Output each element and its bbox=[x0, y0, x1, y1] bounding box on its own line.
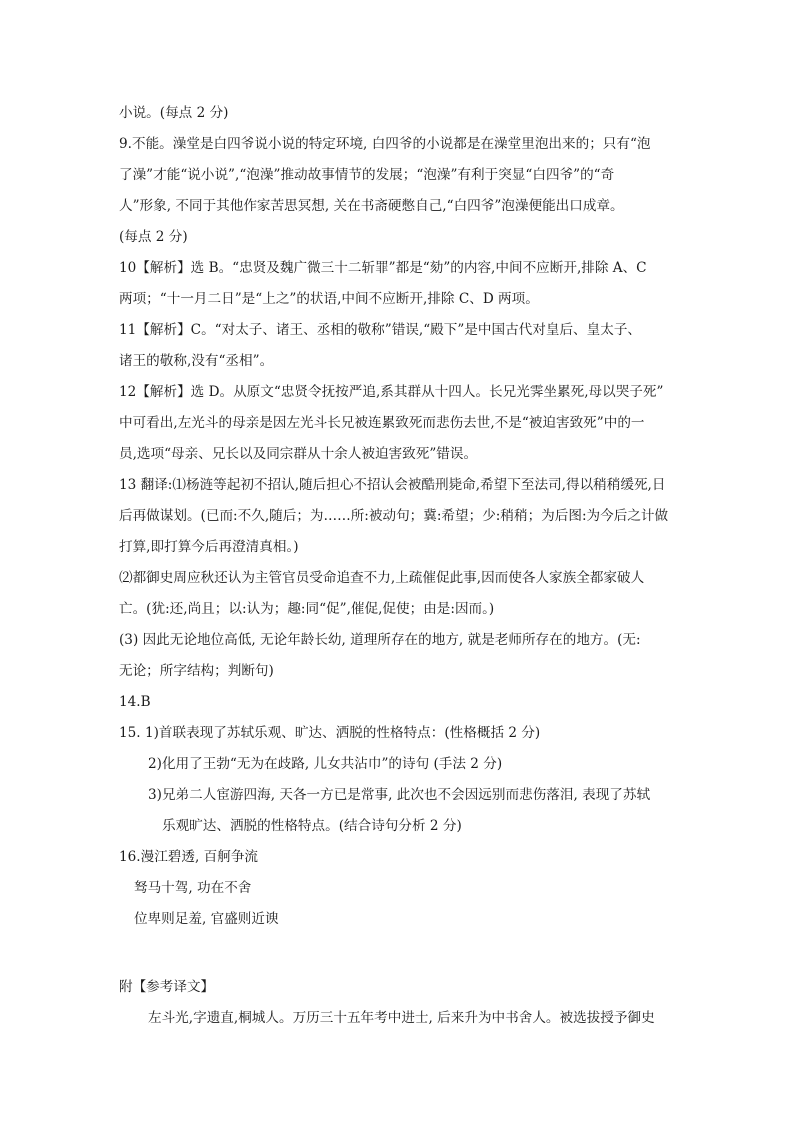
text-line: 位卑则足羞, 官盛则近谀 bbox=[134, 911, 279, 927]
text-line: 12【解析】选 D。从原文“忠贤令抚按严追,系其群从十四人。长兄光霁坐累死,母以哭子死” bbox=[119, 384, 664, 400]
text-line: 2)化用了王勃“无为在歧路, 儿女共沾巾”的诗句 (手法 2 分) bbox=[148, 756, 503, 772]
text-line: 员,选项“母亲、兄长以及同宗群从十余人被迫害致死”错误。 bbox=[119, 446, 478, 462]
text-line: 11【解析】C。“对太子、诸王、丞相的敬称”错误,“殿下”是中国古代对皇后、皇太子、 bbox=[119, 322, 642, 338]
text-line: 打算,即打算今后再澄清真相。) bbox=[119, 539, 299, 555]
text-line: 13 翻译:⑴杨涟等起初不招认,随后担心不招认会被酷刑毙命,希望下至法司,得以稍稍缓死,日 bbox=[119, 477, 666, 493]
text-line: 亡。(犹:还,尚且；以:认为；趣:同“促”,催促,促使；由是:因而。) bbox=[119, 601, 495, 617]
text-line: (3) 因此无论地位高低, 无论年龄长幼, 道理所存在的地方, 就是老师所存在的地方。(无: bbox=[119, 632, 641, 648]
text-line: 驽马十驾, 功在不舍 bbox=[134, 880, 252, 896]
text-line: ⑵都御史周应秋还认为主管官员受命追查不力,上疏催促此事,因而使各人家族全都家破人 bbox=[119, 570, 645, 586]
text-line: 3)兄弟二人宦游四海, 天各一方已是常事, 此次也不会因远别而悲伤落泪, 表现了苏轼 bbox=[148, 787, 651, 803]
text-line: 了澡”才能“说小说”,“泡澡”推动故事情节的发展；“泡澡”有利于突显“白四爷”的“奇 bbox=[119, 167, 615, 183]
text-line: 人”形象, 不同于其他作家苦思冥想, 关在书斋硬憋自己,“白四爷”泡澡便能出口成章。 bbox=[119, 198, 624, 214]
text-line: 诸王的敬称,没有“丞相”。 bbox=[119, 353, 274, 369]
text-line: 15. 1)首联表现了苏轼乐观、旷达、洒脱的性格特点：(性格概括 2 分) bbox=[119, 725, 541, 741]
text-line: 无论；所字结构；判断句) bbox=[119, 663, 274, 679]
text-line: 两项；“十一月二日”是“上之”的状语,中间不应断开,排除 C、D 两项。 bbox=[119, 291, 539, 307]
text-line: 9.不能。澡堂是白四爷说小说的特定环境, 白四爷的小说都是在澡堂里泡出来的；只有“泡 bbox=[119, 136, 651, 152]
section-heading: 附【参考译文】 bbox=[119, 979, 215, 995]
text-line: 10【解析】选 B。“忠贤及魏广微三十二斩罪”都是“劾”的内容,中间不应断开,排除 A、C bbox=[119, 260, 647, 276]
text-line: 16.漫江碧透, 百舸争流 bbox=[119, 849, 259, 865]
text-line: 小说。(每点 2 分) bbox=[119, 105, 229, 121]
text-line: 乐观旷达、洒脱的性格特点。(结合诗句分析 2 分) bbox=[162, 818, 462, 834]
text-line: 后再做谋划。(已而:不久,随后；为……所:被动句；冀:希望；少:稍稍；为后图:为今后之计做 bbox=[119, 508, 669, 524]
text-line: 14.B bbox=[119, 694, 151, 710]
text-line: (每点 2 分) bbox=[119, 229, 188, 245]
text-line: 中可看出,左光斗的母亲是因左光斗长兄被连累致死而悲伤去世,不是“被迫害致死”中的一 bbox=[119, 415, 645, 431]
text-line: 左斗光,字遗直,桐城人。万历三十五年考中进士, 后来升为中书舍人。被选拔授予御史 bbox=[148, 1010, 655, 1026]
